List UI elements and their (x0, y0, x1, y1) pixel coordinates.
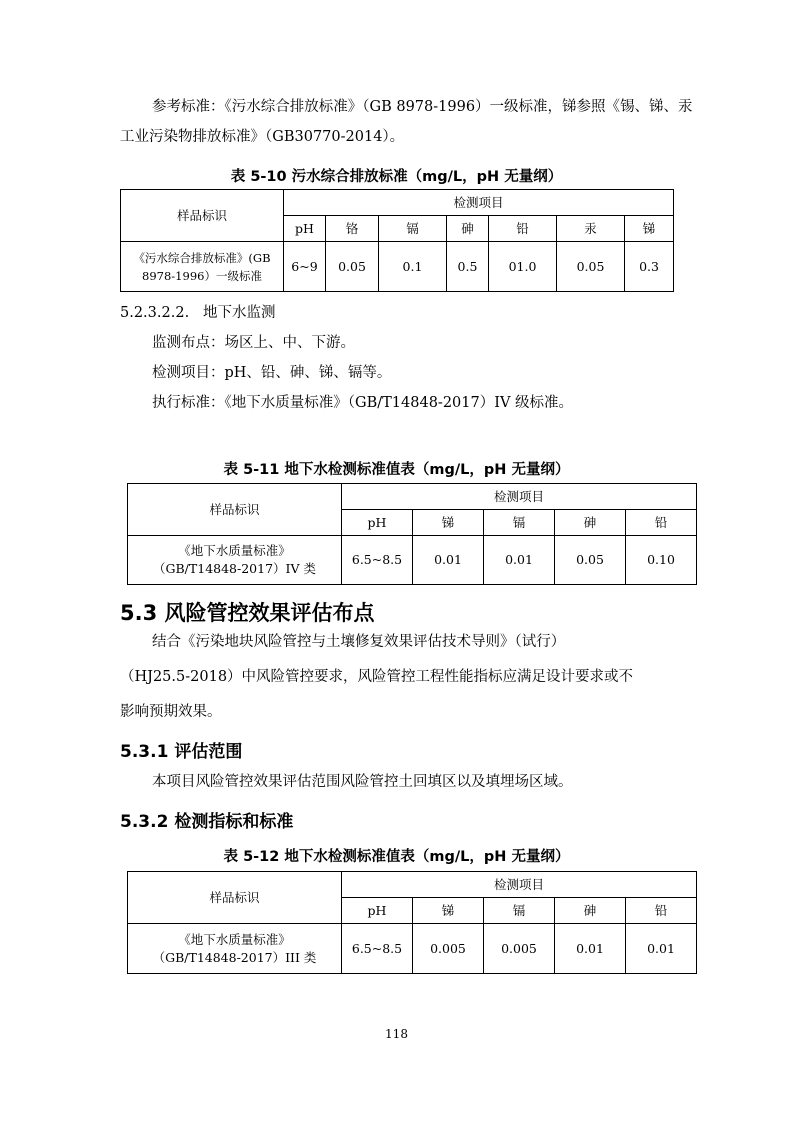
sample-header: 样品标识 (121, 190, 284, 242)
table-row (128, 536, 697, 585)
page-number: 118 (385, 1027, 408, 1041)
cell-value: 0.05 (326, 242, 379, 292)
reference-standard-line-1: 参考标准：《污水综合排放标准》（GB 8978-1996）一级标准，锑参照《锡、锑、汞 (152, 99, 693, 115)
section-5-3-para-line-2: （HJ25.5-2018）中风险管控要求，风险管控工程性能指标应满足设计要求或不 (120, 669, 634, 685)
column-header: 汞 (557, 216, 625, 242)
sample-header: 样品标识 (128, 872, 342, 924)
section-5-3-para-line-1: 结合《污染地块风险管控与土壤修复效果评估技术导则》（试行） (152, 634, 566, 650)
table-5-10 (120, 189, 674, 292)
cell-value: 0.5 (447, 242, 489, 292)
subsection-5-2-3-2-2-heading: 5.2.3.2.2. 地下水监测 (120, 305, 276, 321)
table-row (128, 924, 697, 974)
column-header: 锑 (625, 216, 674, 242)
table-5-11-caption: 表 5-11 地下水检测标准值表（mg/L，pH 无量纲） (223, 462, 570, 478)
execution-standard-line: 执行标准：《地下水质量标准》（GB/T14848-2017）IV 级标准。 (152, 395, 574, 411)
sample-header: 样品标识 (128, 484, 342, 536)
column-header: 砷 (555, 510, 626, 536)
cell-value: 6.5~8.5 (342, 536, 413, 585)
row-label: 《地下水质量标准》 （GB/T14848-2017）IV 类 (128, 536, 342, 585)
column-header: 镉 (379, 216, 447, 242)
cell-value: 0.1 (379, 242, 447, 292)
section-5-3-2-heading: 5.3.2 检测指标和标准 (120, 812, 294, 832)
column-header: 锑 (413, 898, 484, 924)
group-header: 检测项目 (342, 872, 697, 898)
group-header: 检测项目 (284, 190, 674, 216)
table-5-12-caption: 表 5-12 地下水检测标准值表（mg/L，pH 无量纲） (223, 849, 570, 865)
column-header: 铅 (626, 510, 697, 536)
table-5-12 (127, 871, 697, 974)
table-5-11 (127, 483, 697, 585)
column-header: pH (342, 898, 413, 924)
section-5-3-1-para: 本项目风险管控效果评估范围风险管控土回填区以及填埋场区域。 (152, 774, 573, 790)
column-header: 镉 (484, 510, 555, 536)
column-header: 砷 (555, 898, 626, 924)
reference-standard-line-2: 工业污染物排放标准》（GB30770-2014）。 (120, 129, 405, 145)
cell-value: 0.3 (625, 242, 674, 292)
section-5-3-1-heading: 5.3.1 评估范围 (120, 742, 243, 762)
column-header: 铅 (626, 898, 697, 924)
section-5-3-heading: 5.3 风险管控效果评估布点 (120, 601, 375, 625)
column-header: pH (284, 216, 326, 242)
column-header: 砷 (447, 216, 489, 242)
column-header: 镉 (484, 898, 555, 924)
row-label: 《污水综合排放标准》(GB 8978-1996）一级标准 (121, 242, 284, 292)
cell-value: 01.0 (489, 242, 557, 292)
column-header: pH (342, 510, 413, 536)
group-header: 检测项目 (342, 484, 697, 510)
table-5-10-caption: 表 5-10 污水综合排放标准（mg/L，pH 无量纲） (230, 169, 563, 185)
column-header: 铬 (326, 216, 379, 242)
row-label: 《地下水质量标准》 （GB/T14848-2017）III 类 (128, 924, 342, 974)
cell-value: 0.05 (557, 242, 625, 292)
cell-value: 0.01 (555, 924, 626, 974)
column-header: 铅 (489, 216, 557, 242)
monitoring-points-line: 监测布点：场区上、中、下游。 (152, 335, 355, 351)
cell-value: 0.01 (626, 924, 697, 974)
column-header: 锑 (413, 510, 484, 536)
cell-value: 6.5~8.5 (342, 924, 413, 974)
cell-value: 0.01 (484, 536, 555, 585)
section-5-3-para-line-3: 影响预期效果。 (120, 704, 222, 720)
cell-value: 0.01 (413, 536, 484, 585)
cell-value: 6~9 (284, 242, 326, 292)
cell-value: 0.005 (413, 924, 484, 974)
cell-value: 0.05 (555, 536, 626, 585)
cell-value: 0.10 (626, 536, 697, 585)
cell-value: 0.005 (484, 924, 555, 974)
table-row (121, 242, 674, 292)
monitoring-items-line: 检测项目：pH、铅、砷、锑、镉等。 (152, 365, 392, 381)
